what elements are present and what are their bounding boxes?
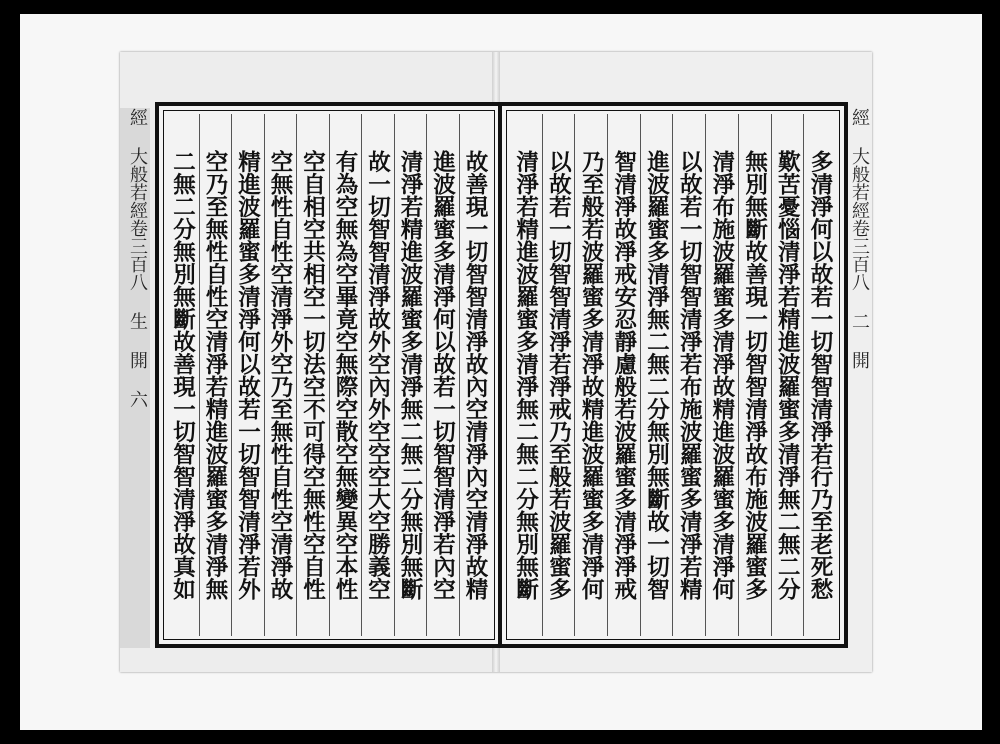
left-column-8: 精進波羅蜜多清淨何以故若一切智智清淨若外: [231, 114, 264, 636]
left-column-10: 二無二分無別無斷故善現一切智智清淨故真如: [169, 150, 196, 600]
left-column-3: 清淨若精進波羅蜜多清淨無二無二分無別無斷: [394, 114, 427, 636]
right-text-frame: [498, 102, 848, 648]
left-text-frame: [155, 102, 503, 648]
right-column-6: 進波羅蜜多清淨無二無二分無別無斷故一切智: [640, 114, 673, 636]
left-columns: [167, 114, 491, 636]
right-column-7: 智清淨故淨戒安忍靜慮般若波羅蜜多清淨淨戒: [607, 114, 640, 636]
right-columns: [510, 114, 836, 636]
right-column-10: 清淨若精進波羅蜜多清淨無二無二分無別無斷: [512, 150, 539, 600]
right-column-4: 清淨布施波羅蜜多清淨故精進波羅蜜多清淨何: [705, 114, 738, 636]
left-margin-label: 經 大般若經卷三百八 生 開 六: [120, 108, 150, 648]
right-column-9: 以故若一切智智清淨若淨戒乃至般若波羅蜜多: [542, 114, 575, 636]
left-column-4: 故一切智智清淨故外空內外空空空大空勝義空: [361, 114, 394, 636]
right-column-2: 歎苦憂惱清淨若精進波羅蜜多清淨無二無二分: [771, 114, 804, 636]
left-column-7: 空無性自性空清淨外空乃至無性自性空清淨故: [264, 114, 297, 636]
left-column-2: 進波羅蜜多清淨何以故若一切智智清淨若內空: [426, 114, 459, 636]
left-column-6: 空自相空共相空一切法空不可得空無性空自性: [296, 114, 329, 636]
right-column-5: 以故若一切智智清淨若布施波羅蜜多清淨若精: [672, 114, 705, 636]
left-column-9: 空乃至無性自性空清淨若精進波羅蜜多清淨無: [199, 114, 232, 636]
right-column-8: 乃至般若波羅蜜多清淨故精進波羅蜜多清淨何: [574, 114, 607, 636]
left-column-1: 故善現一切智智清淨故內空清淨內空清淨故精: [459, 114, 492, 636]
left-column-5: 有為空無為空畢竟空無際空散空無變異空本性: [329, 114, 362, 636]
right-margin-label: 經 大般若經卷三百八 二 開: [849, 108, 870, 369]
right-column-3: 無別無斷故善現一切智智清淨故布施波羅蜜多: [738, 114, 771, 636]
right-column-1: 多清淨何以故若一切智智清淨若行乃至老死愁: [803, 114, 836, 636]
